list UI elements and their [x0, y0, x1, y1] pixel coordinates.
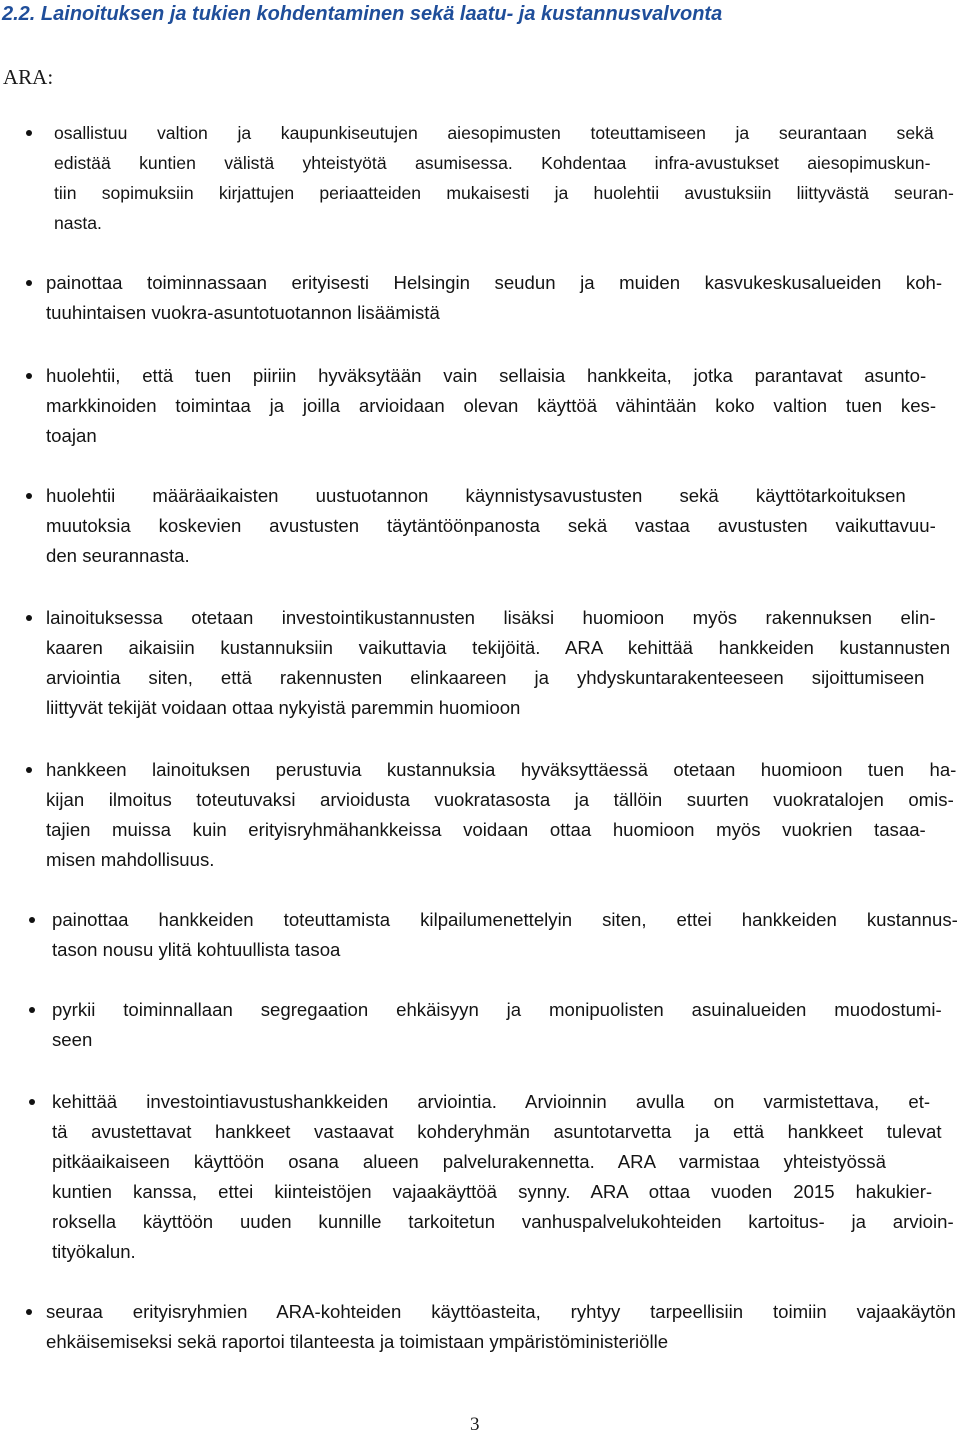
list-item-line: pitkäaikaiseen käyttöön osana alueen palvelurakennetta. ARA varmistaa yhteistyössä — [52, 1151, 886, 1172]
list-item-line: tuuhintaisen vuokra-asuntotuotannon lisäämistä — [46, 302, 440, 323]
bullet-icon — [26, 280, 32, 286]
section-heading: 2.2. Lainoituksen ja tukien kohdentaminen sekä laatu- ja kustannusvalvonta — [2, 3, 723, 25]
list-item-line: seuraa erityisryhmien ARA-kohteiden käyttöasteita, ryhtyy tarpeellisiin toimiin vajaakäytön — [46, 1301, 956, 1322]
organization-label: ARA: — [3, 65, 54, 89]
list-item-line: roksella käyttöön uuden kunnille tarkoitetun vanhuspalvelukohteiden kartoitus- ja arvioin- — [52, 1211, 954, 1232]
list-item-line: muutoksia koskevien avustusten täytäntöönpanosta sekä vastaa avustusten vaikuttavuu- — [46, 515, 936, 536]
list-item-line: tajien muissa kuin erityisryhmähankkeissa voidaan ottaa huomioon myös vuokrien tasaa- — [46, 819, 926, 840]
list-item-line: liittyvät tekijät voidaan ottaa nykyistä paremmin huomioon — [46, 697, 521, 718]
bullet-icon — [26, 1309, 32, 1315]
bullet-icon — [29, 1099, 35, 1105]
list-item-line: tityökalun. — [52, 1241, 136, 1262]
list-item-line: painottaa toiminnassaan erityisesti Helsingin seudun ja muiden kasvukeskusalueiden koh- — [46, 272, 943, 293]
list-item-line: painottaa hankkeiden toteuttamista kilpailumenettelyin siten, ettei hankkeiden kustannus- — [52, 909, 958, 930]
list-item-line: tason nousu ylitä kohtuullista tasoa — [52, 939, 341, 960]
list-item-line: lainoituksessa otetaan investointikustannusten lisäksi huomioon myös rakennuksen elin- — [46, 607, 936, 628]
list-item-line: kuntien kanssa, ettei kiinteistöjen vajaakäyttöä synny. ARA ottaa vuoden 2015 hakukier- — [52, 1181, 933, 1202]
list-item-line: seen — [52, 1029, 93, 1050]
list-item-line: kehittää investointiavustushankkeiden arviointia. Arvioinnin avulla on varmistettava, et- — [52, 1091, 931, 1112]
bullet-icon — [26, 615, 32, 621]
list-item-line: arviointia siten, että rakennusten elinkaareen ja yhdyskuntarakenteeseen sijoittumiseen — [46, 667, 925, 688]
bullet-icon — [29, 917, 35, 923]
bullet-icon — [26, 130, 32, 136]
list-item-line: markkinoiden toimintaa ja joilla arvioidaan olevan käyttöä vähintään koko valtion tuen kes- — [46, 395, 937, 416]
page-number: 3 — [470, 1414, 480, 1435]
list-item-line: den seurannasta. — [46, 545, 190, 566]
bullet-icon — [26, 767, 32, 773]
bullet-icon — [26, 493, 32, 499]
list-item-line: kijan ilmoitus toteutuvaksi arvioidusta vuokratasosta ja tällöin suurten vuokratalojen omis- — [46, 789, 954, 810]
list-item-line: tiin sopimuksiin kirjattujen periaatteiden mukaisesti ja huolehtii avustuksiin liittyvästä seuran- — [54, 183, 954, 203]
list-item-line: ehkäisemiseksi sekä raportoi tilanteesta ja toimistaan ympäristöministeriölle — [46, 1331, 669, 1352]
list-item-line: hankkeen lainoituksen perustuvia kustannuksia hyväksyttäessä otetaan huomioon tuen ha- — [46, 759, 957, 780]
bullet-icon — [29, 1007, 35, 1013]
list-item-line: nasta. — [54, 213, 102, 233]
list-item-line: pyrkii toiminnallaan segregaation ehkäisyyn ja monipuolisten asuinalueiden muodostumi- — [52, 999, 942, 1020]
list-item-line: kaaren aikaisiin kustannuksiin vaikuttavia tekijöitä. ARA kehittää hankkeiden kustannusten — [46, 637, 951, 658]
list-item-line: huolehtii määräaikaisten uustuotannon käynnistysavustusten sekä käyttötarkoituksen — [46, 485, 906, 506]
list-item-line: osallistuu valtion ja kaupunkiseutujen aiesopimusten toteuttamiseen ja seurantaan sekä — [54, 123, 934, 143]
list-item-line: toajan — [46, 425, 97, 446]
bullet-icon — [26, 373, 32, 379]
list-item-line: misen mahdollisuus. — [46, 849, 215, 870]
list-item-line: huolehtii, että tuen piiriin hyväksytään vain sellaisia hankkeita, jotka parantavat asunto- — [46, 365, 927, 386]
list-item-line: edistää kuntien välistä yhteistyötä asumisessa. Kohdentaa infra-avustukset aiesopimuskun- — [54, 153, 931, 173]
list-item-line: tä avustettavat hankkeet vastaavat kohderyhmän asuntotarvetta ja että hankkeet tulevat — [52, 1121, 942, 1142]
